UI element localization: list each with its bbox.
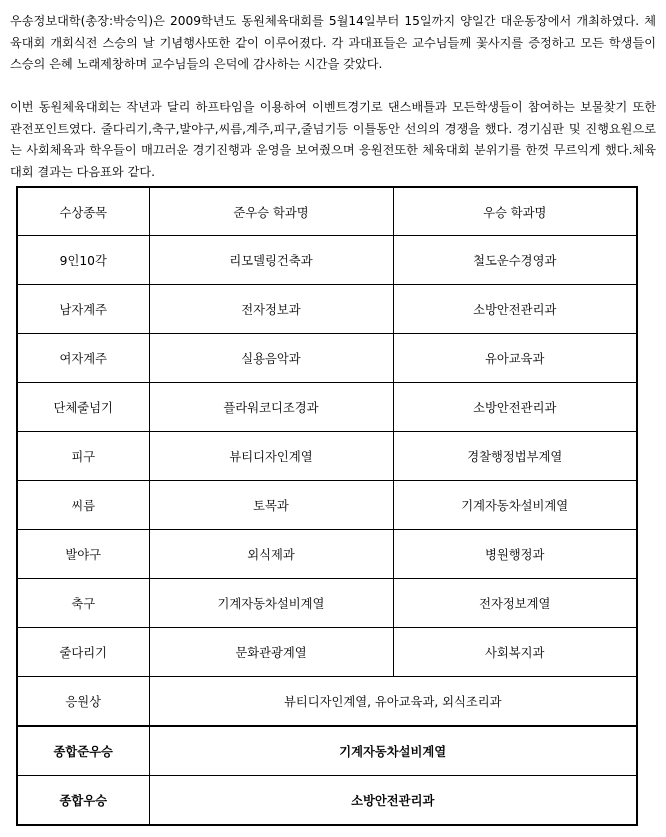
runner-up-cell: 리모델링건축과 xyxy=(149,236,393,285)
event-cell: 피구 xyxy=(17,432,149,481)
overall-winner-label: 종합우승 xyxy=(17,776,149,826)
table-row xyxy=(17,628,637,677)
overall-runner-up-value: 기계자동차설비계열 xyxy=(149,726,637,776)
intro-paragraph-1: 우송정보대학(총장:박승익)은 2009학년도 동원체육대회를 5월14일부터 15일까지 양일간 대운동장에서 개최하였다. 체육대회 개회식전 스승의 날 기념행사또한 같이 이루어졌다. 각 과대표들은 교수님들께 꽃사지를 증정하고 모든 학생들이 스승의 은혜 노래제창하며 교수님들의 은덕에 감사하는 시간을 갖았다. xyxy=(10,14,656,71)
runner-up-cell: 플라워코디조경과 xyxy=(149,383,393,432)
winner-cell: 병원행정과 xyxy=(393,530,637,579)
event-cell: 줄다리기 xyxy=(17,628,149,677)
overall-runner-up-label: 종합준우승 xyxy=(17,726,149,776)
runner-up-cell: 실용음악과 xyxy=(149,334,393,383)
cheer-award-row xyxy=(17,677,637,727)
results-table xyxy=(16,186,638,826)
event-cell: 축구 xyxy=(17,579,149,628)
runner-up-cell: 토목과 xyxy=(149,481,393,530)
winner-cell: 경찰행정법부계열 xyxy=(393,432,637,481)
winner-cell: 철도운수경영과 xyxy=(393,236,637,285)
overall-winner-value: 소방안전관리과 xyxy=(149,776,637,826)
runner-up-cell: 외식제과 xyxy=(149,530,393,579)
event-cell: 단체줄넘기 xyxy=(17,383,149,432)
intro-paragraph-2: 이번 동원체육대회는 작년과 달리 하프타임을 이용하여 이벤트경기로 댄스배틀과 모든학생들이 참여하는 보물찾기 또한 관전포인트였다. 줄다리기,축구,발야구,씨름,계주,피구,줄넘기등 이틀동안 선의의 경쟁을 했다. 경기심판 및 진행요원으로는 사회체육과 학우들이 매끄러운 경기진행과 운영을 보여줬으며 응원전또한 체육대회 분위기를 한껏 무르익게 했다.체육대회 결과는 다음표와 같다. xyxy=(10,100,656,179)
winner-cell: 기계자동차설비계열 xyxy=(393,481,637,530)
event-cell: 9인10각 xyxy=(17,236,149,285)
event-cell: 남자계주 xyxy=(17,285,149,334)
header-runner-up: 준우승 학과명 xyxy=(149,187,393,236)
runner-up-cell: 뷰티디자인계열 xyxy=(149,432,393,481)
cheer-award-label: 응원상 xyxy=(17,677,149,727)
winner-cell: 사회복지과 xyxy=(393,628,637,677)
table-row xyxy=(17,285,637,334)
runner-up-cell: 기계자동차설비계열 xyxy=(149,579,393,628)
winner-cell: 전자정보계열 xyxy=(393,579,637,628)
overall-runner-up-row xyxy=(17,726,637,776)
table-row xyxy=(17,530,637,579)
table-header-row xyxy=(17,187,637,236)
table-row xyxy=(17,334,637,383)
winner-cell: 유아교육과 xyxy=(393,334,637,383)
cheer-award-value: 뷰티디자인계열, 유아교육과, 외식조리과 xyxy=(149,677,637,727)
runner-up-cell: 전자정보과 xyxy=(149,285,393,334)
header-winner: 우승 학과명 xyxy=(393,187,637,236)
table-row xyxy=(17,236,637,285)
winner-cell: 소방안전관리과 xyxy=(393,285,637,334)
table-row xyxy=(17,383,637,432)
event-cell: 발야구 xyxy=(17,530,149,579)
overall-winner-row xyxy=(17,776,637,826)
table-row xyxy=(17,432,637,481)
table-row xyxy=(17,481,637,530)
runner-up-cell: 문화관광계열 xyxy=(149,628,393,677)
event-cell: 여자계주 xyxy=(17,334,149,383)
winner-cell: 소방안전관리과 xyxy=(393,383,637,432)
event-cell: 씨름 xyxy=(17,481,149,530)
header-event: 수상종목 xyxy=(17,187,149,236)
table-row xyxy=(17,579,637,628)
